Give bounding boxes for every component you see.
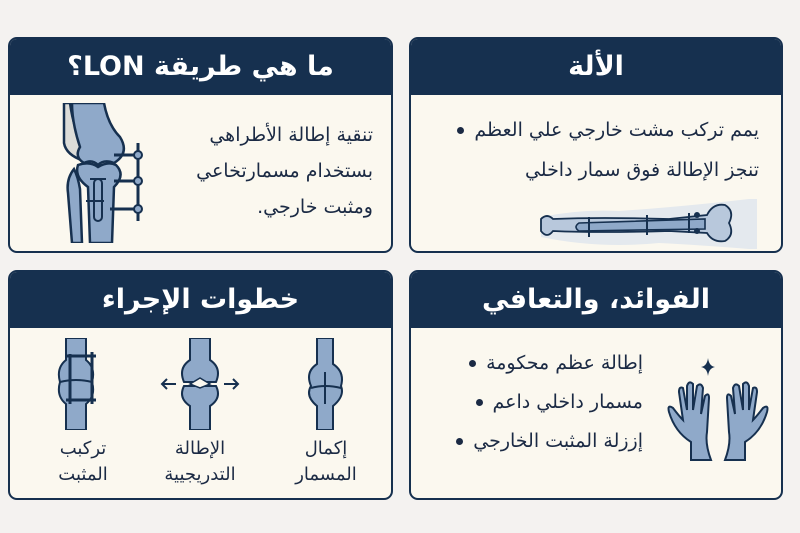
bone-nail-icon <box>539 197 767 253</box>
bullet-item: تنجز الإطالة فوق سمار داخلي <box>524 158 759 181</box>
benefits-bullets <box>456 344 643 461</box>
card-header <box>411 272 781 328</box>
card-body <box>10 328 391 498</box>
open-hands-icon <box>663 352 773 462</box>
card-header <box>411 39 781 95</box>
bullet-item: إطالة عظم محكومة <box>456 344 643 383</box>
bullet-icon <box>476 399 483 406</box>
step-label-fixator: تركبب المثبت <box>58 438 108 486</box>
card-body <box>411 95 781 251</box>
knee-fixator-icon <box>52 103 162 243</box>
card-header <box>10 272 391 328</box>
bullet-icon <box>469 360 476 367</box>
card-mechanism <box>409 37 783 253</box>
card-body <box>10 95 391 251</box>
bullet-icon <box>457 127 464 134</box>
card-title: ما هي طريقة LON؟ <box>67 50 334 82</box>
step-label-lengthening: الإطالة التدريجيية <box>164 438 236 486</box>
bullet-item: مسمار داخلي داعم <box>456 383 643 422</box>
card-what-is-lon <box>8 37 393 253</box>
description-line: بستخدام مسمارتخاعي <box>196 160 373 183</box>
bullet-item: إززلة المثبت الخارجي <box>456 422 643 461</box>
card-header <box>10 39 391 95</box>
description-line: ومثبت خارجي. <box>257 196 373 219</box>
bullet-icon <box>456 438 463 445</box>
bullet-item: يمم تركب مشت خارجي علي العظم <box>457 111 759 151</box>
bone-lengthening-arrows-icon <box>160 338 240 430</box>
bone-with-nail-icon <box>307 338 347 430</box>
step-label-nail: إكمال المسمار <box>295 438 357 486</box>
card-body <box>411 328 781 498</box>
description-line: تنقية إطالة الأطراهي <box>209 124 373 146</box>
card-title: الألة <box>568 50 624 82</box>
card-title: الفوائد، والتعافي <box>482 283 710 315</box>
card-benefits <box>409 270 783 500</box>
mechanism-bullets <box>457 111 759 191</box>
description-text <box>196 117 373 225</box>
card-steps <box>8 270 393 500</box>
bone-with-fixator-icon <box>54 338 114 430</box>
card-title: خطوات الإجراء <box>101 283 300 315</box>
